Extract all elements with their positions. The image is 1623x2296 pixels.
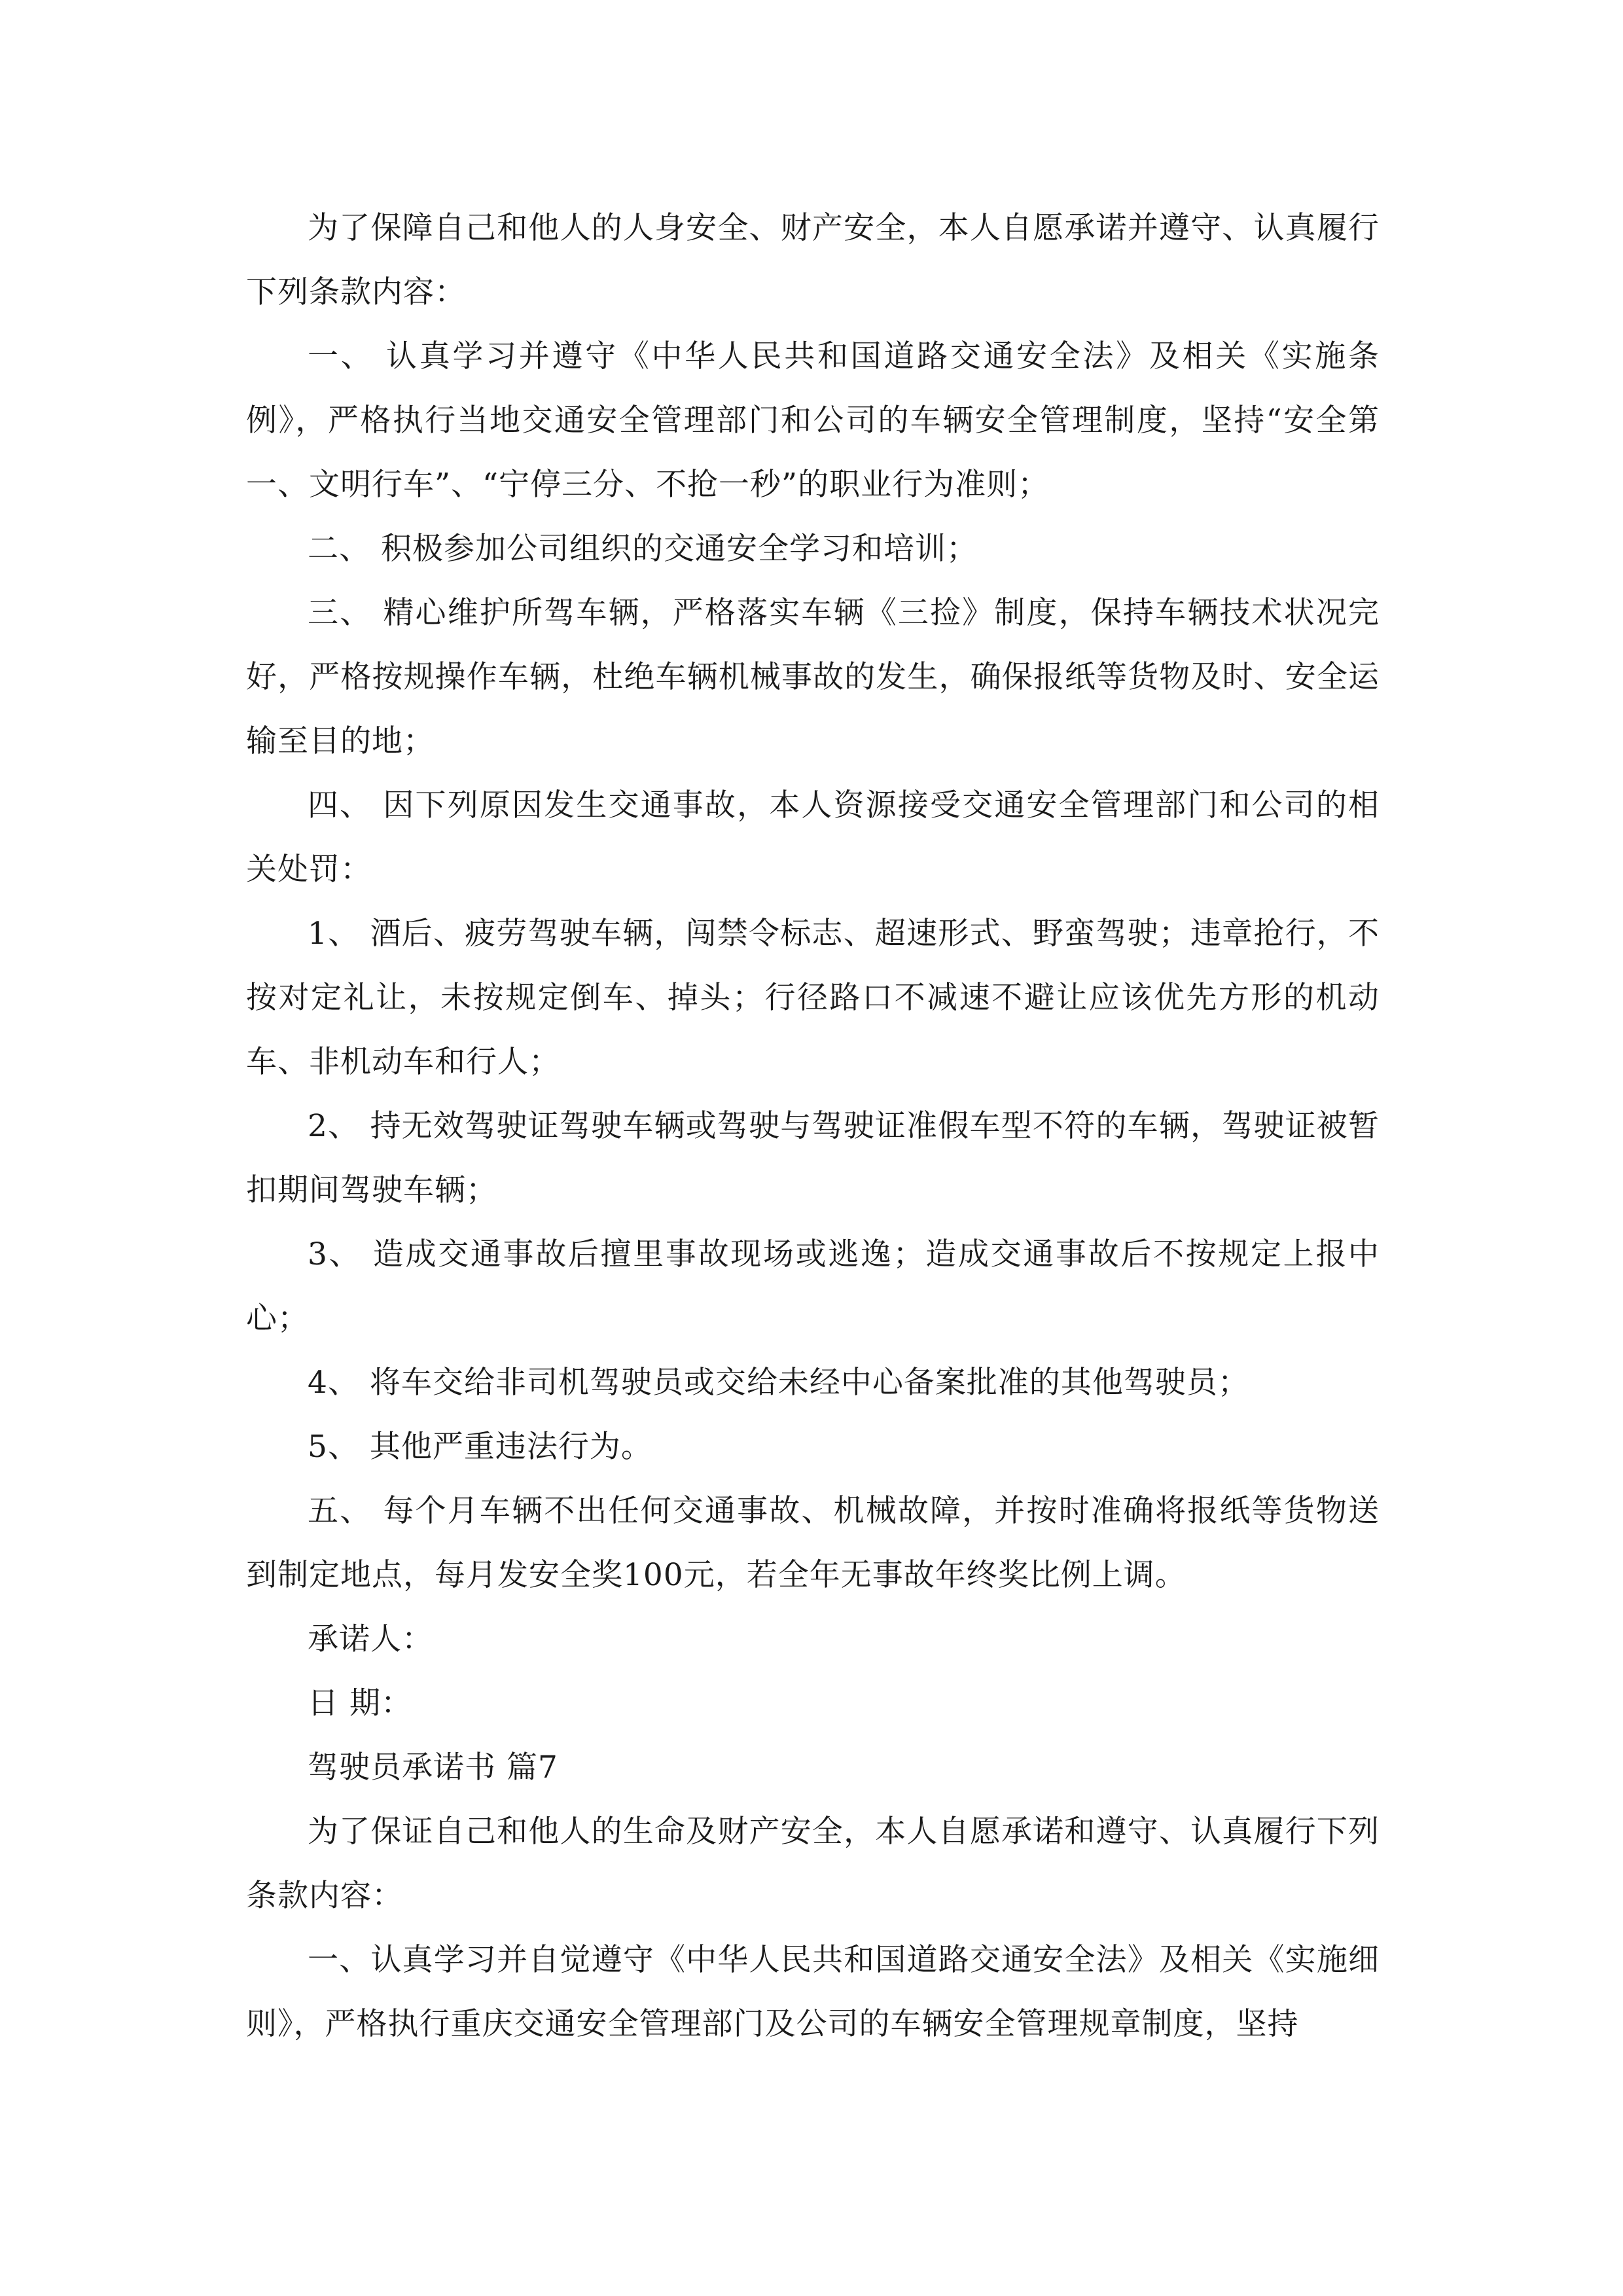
paragraph-sub-5: 5、 其他严重违法行为。 — [308, 1429, 652, 1465]
paragraph-clause-4: 四、 因下列原因发生交通事故，本人资源接受交通安全管理部门和公司的相关处罚： — [246, 787, 1380, 888]
date-label: 日 期： — [308, 1685, 412, 1721]
paragraph-clause-1: 一、 认真学习并遵守《中华人民共和国道路交通安全法》及相关《实施条例》，严格执行当地交通安全管理部门和公司的车辆安全管理制度，坚持“安全第一、文明行车”、“宁停三分、不抢一秒”的职业行为准则； — [246, 338, 1380, 503]
signer-label: 承诺人： — [308, 1621, 433, 1657]
paragraph-clause-2: 二、 积极参加公司组织的交通安全学习和培训； — [308, 531, 978, 567]
section-title: 驾驶员承诺书 篇7 — [308, 1749, 558, 1785]
paragraph-clause-3: 三、 精心维护所驾车辆，严格落实车辆《三捡》制度，保持车辆技术状况完好，严格按规操作车辆，杜绝车辆机械事故的发生，确保报纸等货物及时、安全运输至目的地； — [246, 595, 1380, 759]
document-body — [246, 196, 1380, 2056]
paragraph-intro: 为了保障自己和他人的人身安全、财产安全，本人自愿承诺并遵守、认真履行下列条款内容： — [246, 210, 1380, 310]
paragraph-sub-1: 1、 酒后、疲劳驾驶车辆，闯禁令标志、超速形式、野蛮驾驶；违章抢行，不按对定礼让，未按规定倒车、掉头；行径路口不减速不避让应该优先方形的机动车、非机动车和行人； — [246, 916, 1380, 1080]
paragraph-sub-3: 3、 造成交通事故后擅里事故现场或逃逸；造成交通事故后不按规定上报中心； — [246, 1236, 1380, 1336]
paragraph-clause-1-b: 一、认真学习并自觉遵守《中华人民共和国道路交通安全法》及相关《实施细则》，严格执行重庆交通安全管理部门及公司的车辆安全管理规章制度，坚持 — [246, 1942, 1380, 2042]
paragraph-sub-2: 2、 持无效驾驶证驾驶车辆或驾驶与驾驶证准假车型不符的车辆，驾驶证被暂扣期间驾驶车辆； — [246, 1108, 1380, 1208]
paragraph-clause-5: 五、 每个月车辆不出任何交通事故、机械故障，并按时准确将报纸等货物送到制定地点，每月发安全奖100元，若全年无事故年终奖比例上调。 — [246, 1493, 1380, 1593]
paragraph-intro-2: 为了保证自己和他人的生命及财产安全，本人自愿承诺和遵守、认真履行下列条款内容： — [246, 1814, 1380, 1914]
paragraph-sub-4: 4、 将车交给非司机驾驶员或交给未经中心备案批准的其他驾驶员； — [308, 1365, 1249, 1401]
